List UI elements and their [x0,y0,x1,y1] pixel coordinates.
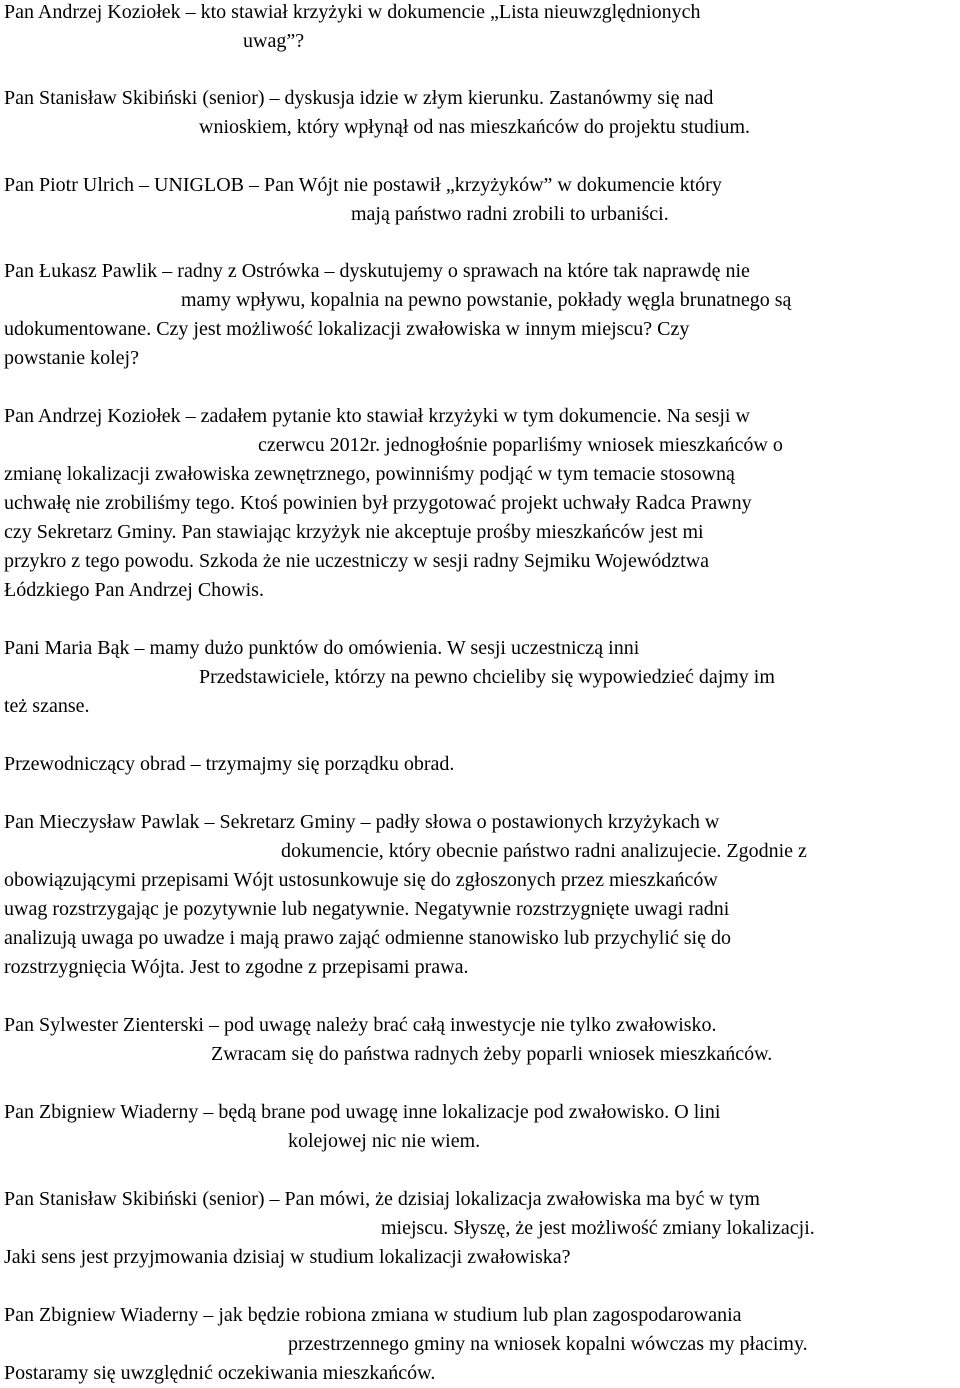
text-line: czerwcu 2012r. jednogłośnie poparliśmy wniosek mieszkańców o [258,434,783,456]
text-line: mamy wpływu, kopalnia na pewno powstanie, pokłady węgla brunatnego są [181,289,792,311]
text-line: Pan Andrzej Koziołek – kto stawiał krzyżyki w dokumencie „Lista nieuwzględnionych [4,1,701,23]
text-line: rozstrzygnięcia Wójta. Jest to zgodne z przepisami prawa. [4,956,469,978]
text-line: Pan Stanisław Skibiński (senior) – dyskusja idzie w złym kierunku. Zastanówmy się nad [4,87,714,109]
text-line: obowiązującymi przepisami Wójt ustosunkowuje się do zgłoszonych przez mieszkańców [4,869,718,891]
text-line: Pan Zbigniew Wiaderny – jak będzie robiona zmiana w studium lub plan zagospodarowania [4,1304,742,1326]
text-line: kolejowej nic nie wiem. [288,1130,481,1152]
text-line: też szanse. [4,695,90,717]
text-line: Pan Zbigniew Wiaderny – będą brane pod uwagę inne lokalizacje pod zwałowisko. O lini [4,1101,721,1123]
text-line: dokumencie, który obecnie państwo radni analizujecie. Zgodnie z [281,840,807,862]
text-line: Przedstawiciele, którzy na pewno chcieliby się wypowiedzieć dajmy im [199,666,775,688]
text-line: uwag rozstrzygając je pozytywnie lub negatywnie. Negatywnie rozstrzygnięte uwagi radni [4,898,730,920]
text-line: powstanie kolej? [4,347,139,369]
text-line: mają państwo radni zrobili to urbaniści. [351,203,669,225]
text-line: Zwracam się do państwa radnych żeby poparli wniosek mieszkańców. [211,1043,773,1065]
text-line: Pan Mieczysław Pawlak – Sekretarz Gminy – padły słowa o postawionych krzyżykach w [4,811,720,833]
text-line: uchwałę nie zrobiliśmy tego. Ktoś powinien był przygotować projekt uchwały Radca Prawny [4,492,752,514]
text-line: Łódzkiego Pan Andrzej Chowis. [4,579,264,601]
text-line: analizują uwaga po uwadze i mają prawo zająć odmienne stanowisko lub przychylić się do [4,927,731,949]
text-line: przykro z tego powodu. Szkoda że nie uczestniczy w sesji radny Sejmiku Województwa [4,550,710,572]
text-line: Pan Stanisław Skibiński (senior) – Pan mówi, że dzisiaj lokalizacja zwałowiska ma być w tym [4,1188,760,1210]
text-line: Pan Andrzej Koziołek – zadałem pytanie kto stawiał krzyżyki w tym dokumencie. Na sesji w [4,405,750,427]
text-line: Pan Łukasz Pawlik – radny z Ostrówka – dyskutujemy o sprawach na które tak naprawdę nie [4,260,750,282]
text-line: Postaramy się uwzględnić oczekiwania mieszkańców. [4,1362,436,1384]
text-line: przestrzennego gminy na wniosek kopalni wówczas my płacimy. [288,1333,808,1355]
text-line: Jaki sens jest przyjmowania dzisiaj w studium lokalizacji zwałowiska? [4,1246,571,1268]
text-line: wnioskiem, który wpłynął od nas mieszkańców do projektu studium. [199,116,751,138]
text-line: czy Sekretarz Gminy. Pan stawiając krzyżyk nie akceptuje prośby mieszkańców jest mi [4,521,704,543]
text-line: udokumentowane. Czy jest możliwość lokalizacji zwałowiska w innym miejscu? Czy [4,318,690,340]
text-line: Pani Maria Bąk – mamy dużo punktów do omówienia. W sesji uczestniczą inni [4,637,640,659]
text-line: uwag”? [243,30,305,52]
text-line: Pan Piotr Ulrich – UNIGLOB – Pan Wójt nie postawił „krzyżyków” w dokumencie który [4,174,722,196]
text-line: miejscu. Słyszę, że jest możliwość zmiany lokalizacji. [381,1217,815,1239]
text-line: zmianę lokalizacji zwałowiska zewnętrznego, powinniśmy podjąć w tym temacie stosowną [4,463,735,485]
text-line: Pan Sylwester Zienterski – pod uwagę należy brać całą inwestycje nie tylko zwałowisko. [4,1014,717,1036]
text-line: Przewodniczący obrad – trzymajmy się porządku obrad. [4,753,455,775]
